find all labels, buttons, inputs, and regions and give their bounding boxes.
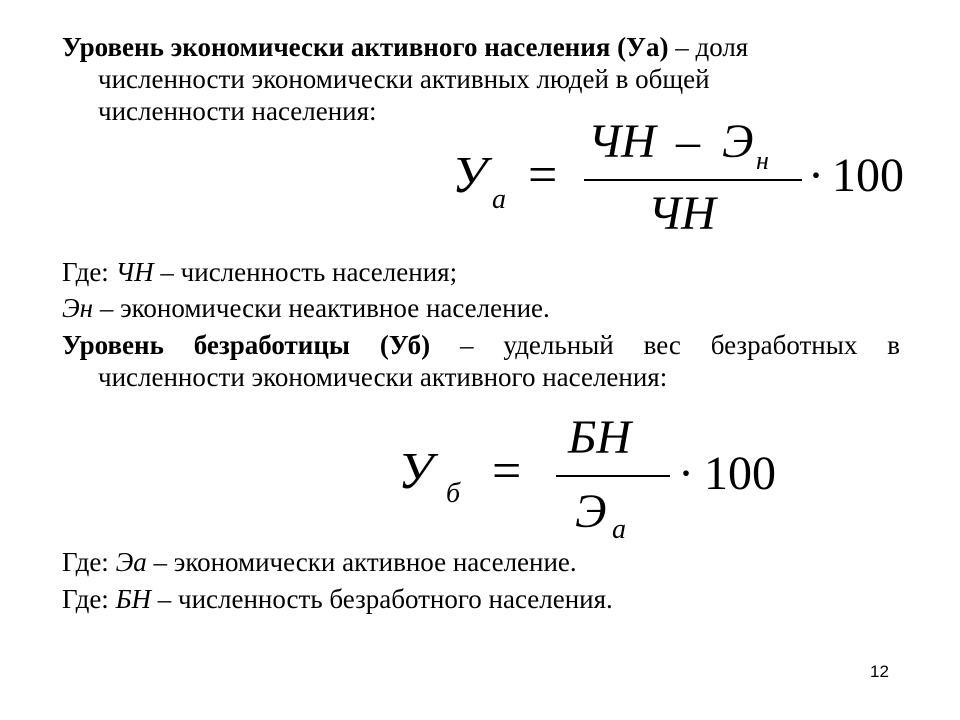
where1-var: ЧН (115, 257, 154, 287)
formula1-equals: = (528, 147, 558, 204)
formula2-fraction-bar (556, 475, 670, 477)
where2-desc: – экономически неактивное население. (93, 293, 550, 323)
where3-desc: – экономически активное население. (146, 547, 577, 577)
where2-line (62, 292, 550, 324)
def1-line1 (62, 31, 748, 63)
formula1-mult: · (808, 149, 824, 202)
where3-prefix: Где: (62, 547, 116, 577)
formula2-lhs: У (398, 443, 433, 500)
where4-line (62, 583, 613, 615)
def2-term: Уровень безработицы (Уб) (62, 330, 431, 360)
where1-prefix: Где: (62, 257, 116, 287)
where4-desc: – численность безработного населения. (151, 584, 613, 614)
formula1-num-b-sub: н (756, 146, 769, 175)
formula2-lhs-sub: б (446, 478, 461, 509)
where4-prefix: Где: (62, 584, 116, 614)
def2-rest: – удельный вес безработных в (430, 330, 900, 360)
def2-line1 (62, 329, 900, 361)
where2-var: Эн (62, 293, 94, 323)
formula2-den-sub: а (612, 514, 626, 545)
formula1-fraction-bar (584, 179, 802, 181)
formula2-factor: 100 (704, 447, 776, 500)
formula1-factor: 100 (832, 149, 904, 202)
where3-line (62, 546, 577, 578)
def1-line3: численности населения: (98, 96, 377, 126)
where4-var: БН (115, 584, 151, 614)
formula1-lhs: У (452, 147, 487, 204)
formula1-num-a: ЧН (588, 115, 656, 168)
def1-rest: – доля (668, 32, 749, 62)
where3-var: Эа (115, 547, 147, 577)
where1-desc: – численность населения; (153, 257, 458, 287)
formula2-equals: = (492, 443, 522, 500)
def1-line2: численности экономически активных людей в общей (98, 64, 710, 94)
formula1-lhs-sub: а (492, 184, 506, 215)
formula2-mult: · (678, 447, 694, 500)
def1-term: Уровень экономически активного населения (Уа) (62, 32, 669, 62)
formula1-den: ЧН (648, 187, 716, 240)
formula1-num-b: Э (722, 115, 754, 168)
where1-line (62, 256, 457, 288)
page-number: 12 (870, 662, 889, 681)
formula2-den: Э (575, 485, 607, 538)
formula1-minus: – (676, 115, 700, 168)
formula2-num: БН (568, 411, 631, 464)
def2-line2: численности экономически активного населения: (98, 362, 668, 392)
